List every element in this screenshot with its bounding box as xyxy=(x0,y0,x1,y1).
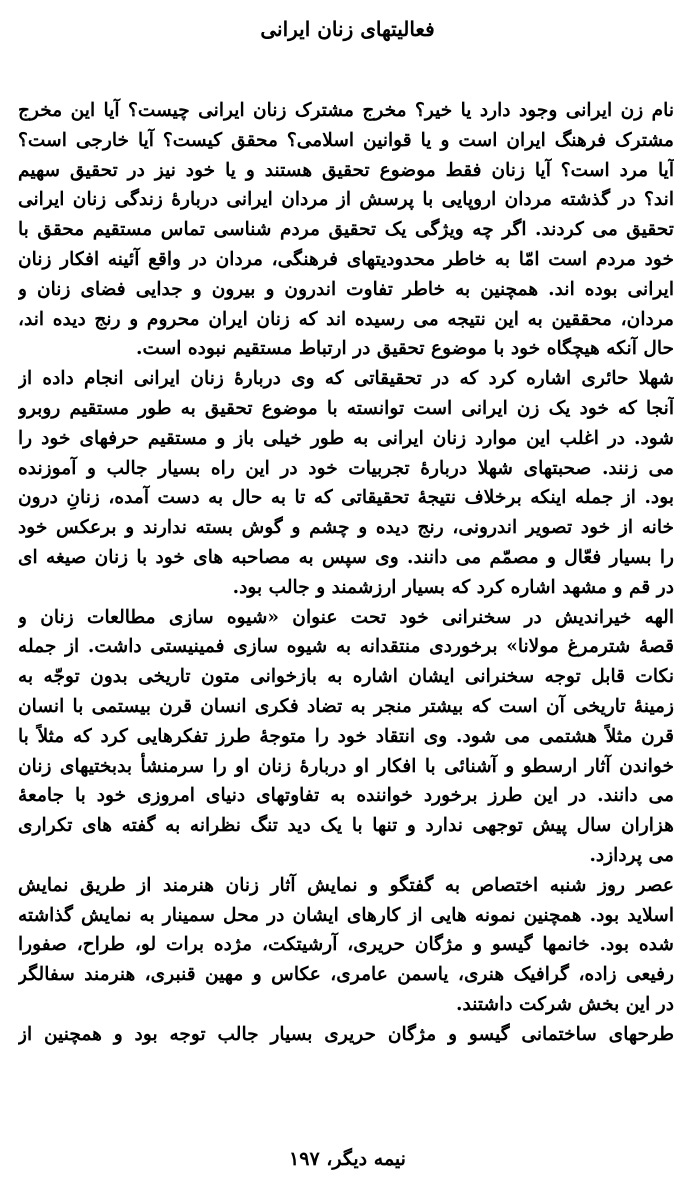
text-line: خانه از خود تصویر اندرونی، رنج دیده و چشم و گوش بسته ندارند و برعکس خود xyxy=(18,517,674,539)
paragraph-3 xyxy=(18,603,674,871)
page-footer: نیمه دیگر، ۱۹۷ xyxy=(289,1148,406,1170)
text-line: شهلا حائری اشاره کرد که در تحقیقاتی که وی دربارهٔ زنان ایرانی انجام داده از xyxy=(18,368,674,390)
text-line: قصهٔ شترمرغ مولانا» برخوردی منتقدانه به شیوه سازی فمینیستی داشت. از جمله xyxy=(18,636,674,658)
text-line: آنجا که خود یک زن ایرانی است توانسته با موضوع تحقیق به طور مستقیم روبرو xyxy=(18,397,674,419)
text-line: خواندن آثار ارسطو و آشنائی با افکار او دربارهٔ زنان او را سرمنشأ بدبختیهای زنان xyxy=(18,755,674,777)
text-line: نکات قابل توجه سخنرانی ایشان اشاره به بازخوانی متون تاریخی بدون توجّه به xyxy=(18,666,674,688)
text-line: رفیعی زاده، گرافیک هنری، یاسمن عامری، عکاس و مهین قنبری، هنرمند سفالگر xyxy=(18,964,674,986)
text-line: در این بخش شرکت داشتند. xyxy=(456,993,674,1015)
text-line: در قم و مشهد اشاره کرد که بسیار ارزشمند و جالب بود. xyxy=(232,576,674,598)
text-line: می زنند. صحبتهای شهلا دربارهٔ تجربیات خود در این راه بسیار جالب و آموزنده xyxy=(18,457,674,479)
text-line: شده بود. خانمها گیسو و مژگان حریری، آرشیتکت، مژده برات لو، طراح، صفورا xyxy=(18,934,674,956)
text-line: شود. در اغلب این موارد زنان ایرانی به طور خیلی باز و مستقیم حرفهای خود را xyxy=(18,427,674,449)
paragraph-2 xyxy=(18,364,674,602)
text-line: زمینهٔ تاریخی آن است که بیشتر منجر به تضاد فکری انسان قرن بیستمی با انسان xyxy=(18,695,674,717)
text-line: عصر روز شنبه اختصاص به گفتگو و نمایش آثار زنان هنرمند از طریق نمایش xyxy=(18,874,674,896)
text-line: اند؟ در گذشته مردان اروپایی با پرسش از مردان ایرانی دربارهٔ زندگی زنان ایرانی xyxy=(18,189,674,211)
paragraph-5 xyxy=(18,1020,674,1050)
text-line: هزاران سال پیش توجهی ندارد و تنها با یک دید تنگ نظرانه به گفته های تکراری xyxy=(18,815,674,837)
text-line: می دانند. در این طرز برخورد خواننده به تفاوتهای دنیای امروزی خود با جامعهٔ xyxy=(18,785,674,807)
page-title: فعالیتهای زنان ایرانی xyxy=(260,17,435,41)
text-line: حال آنکه هیچگاه خود با موضوع تحقیق در ارتباط مستقیم نبوده است. xyxy=(135,338,674,360)
paragraph-1 xyxy=(18,96,674,364)
text-line: را بسیار فعّال و مصمّم می دانند. وی سپس به مصاحبه های خود با زنان صیغه ای xyxy=(18,546,674,568)
text-line: اسلاید بود. همچنین نمونه هایی از کارهای ایشان در محل سمینار به نمایش گذاشته xyxy=(18,904,674,926)
text-line: قرن مثلاً هشتمی می شود. وی انتقاد خود را متوجهٔ طرز تفکرهایی کرد که مثلاً با xyxy=(18,725,674,747)
article-body xyxy=(18,96,674,1050)
text-line: می پردازد. xyxy=(589,844,674,866)
text-line: تحقیق می کردند. اگر چه ویژگی یک تحقیق مردم شناسی تماس مستقیم محقق با xyxy=(18,219,674,241)
text-line: بود. از جمله اینکه برخلاف نتیجهٔ تحقیقاتی که تا به حال به دست آمده، زنانِ درون xyxy=(18,487,674,509)
text-line: نام زن ایرانی وجود دارد یا خیر؟ مخرج مشترک زنان ایرانی چیست؟ آیا این مخرج xyxy=(18,100,674,121)
text-line: آیا مرد است؟ آیا زنان فقط موضوع تحقیق هستند و یا خود نیز در تحقیق سهیم xyxy=(18,159,674,181)
text-line: طرحهای ساختمانی گیسو و مژگان حریری بسیار جالب توجه بود و همچنین از xyxy=(18,1023,674,1045)
text-line: مشترک فرهنگ ایران است و یا قوانین اسلامی؟ محقق کیست؟ آیا خارجی است؟ xyxy=(18,129,674,151)
text-line: مردان، محققین به این نتیجه می رسیده اند که زنان ایران محروم و رنج دیده اند، xyxy=(18,308,674,330)
text-line: خود مردم است امّا به خاطر محدودیتهای فرهنگی، مردان در واقع آئینه افکار زنان xyxy=(18,248,674,270)
text-line: الهه خیراندیش در سخنرانی خود تحت عنوان «شیوه سازی مطالعات زنان و xyxy=(18,606,674,628)
paragraph-4 xyxy=(18,871,674,1020)
text-line: ایرانی بوده اند. همچنین به خاطر تفاوت اندرون و بیرون و جدایی فضای زنان و xyxy=(18,278,674,300)
